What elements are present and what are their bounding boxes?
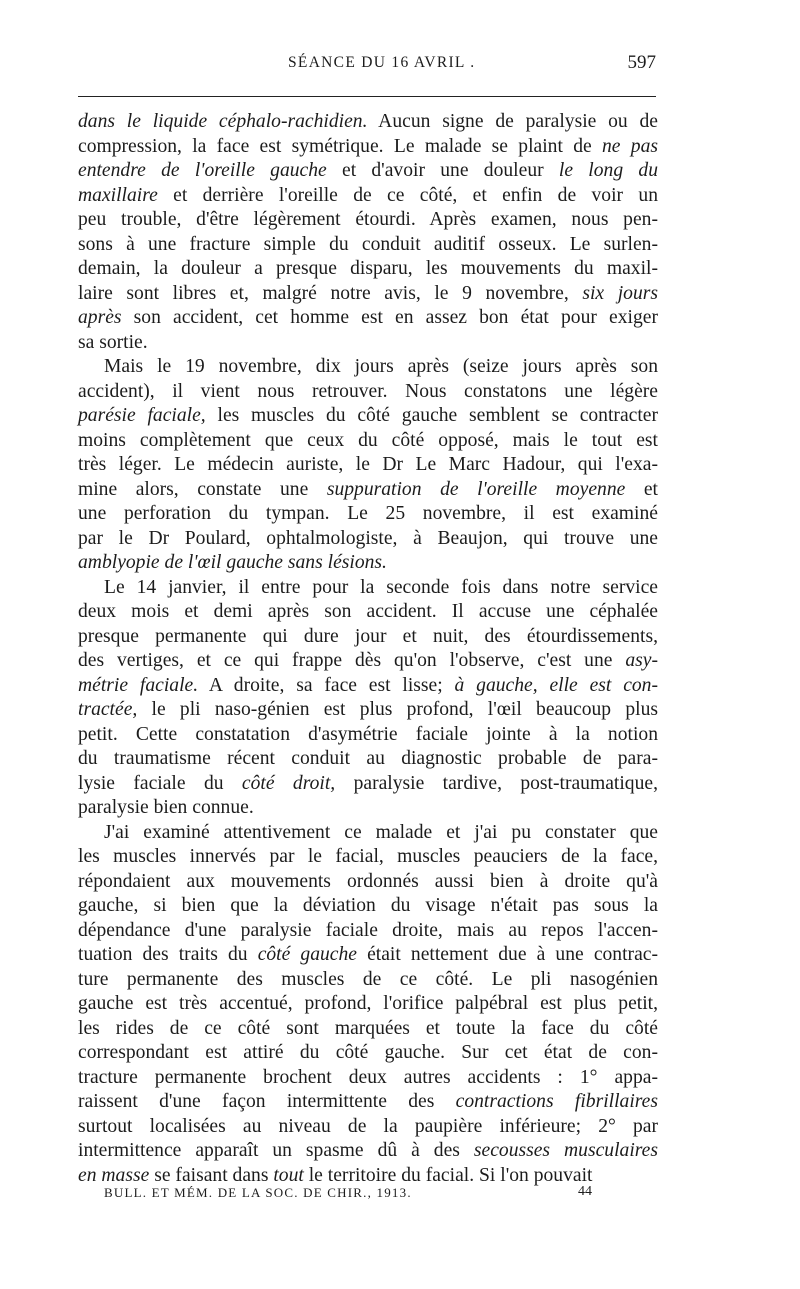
text-run: se faisant dans [149,1164,274,1186]
text-run: les muscles du côté gauche semblent se contracter [205,405,659,426]
text-line [78,698,658,723]
text-line [78,894,658,919]
text-line [78,747,658,772]
italic-run: dans le liquide céphalo-rachidien. [78,111,368,132]
text-run: et derrière l'oreille de ce côté, et enfin de voir un [157,184,658,206]
text-line [78,919,658,944]
paragraph [78,110,658,355]
italic-run: maxillaire [78,184,158,206]
italic-run: le long du [558,160,658,181]
text-run: par le Dr Poulard, ophtalmologiste, à Beaujon, qui trouve une [78,527,658,549]
italic-run: suppuration de l'oreille moyenne [326,478,626,500]
text-run: tuation des traits du [78,944,258,965]
text-line [78,184,658,209]
text-run: et d'avoir une douleur [326,160,559,181]
text-run: les rides de ce côté sont marquées et toute la face du côté [78,1017,658,1039]
italic-run: six jours [582,282,658,304]
text-line [78,1115,658,1140]
text-line [78,429,658,454]
text-run: peu trouble, d'être légèrement étourdi. Après examen, nous pen- [78,209,658,230]
text-line [78,159,658,184]
text-run: deux mois et demi après son accident. Il accuse une céphalée [78,601,658,622]
text-line [78,1017,658,1042]
text-line [78,208,658,233]
footer-signature: 44 [578,1184,592,1199]
text-line [78,821,658,846]
text-run: répondaient aux mouvements ordonnés aussi bien à droite qu'à [78,870,658,892]
italic-run: après [78,307,122,328]
text-run: les muscles innervés par le facial, muscles peauciers de la face, [78,846,658,867]
italic-run: entendre de l'oreille gauche [78,160,327,181]
text-line [78,331,658,356]
page-footer [104,1185,664,1207]
paragraph [78,576,658,821]
italic-run: en masse [78,1164,150,1186]
text-run: J'ai examiné attentivement ce malade et j'ai pu constater que [104,821,658,843]
text-line [78,1090,658,1115]
text-run: Aucun signe de paralysie ou de [367,111,658,132]
italic-run: ne pas [601,135,658,157]
italic-run: asy- [625,650,658,671]
text-run: paralysie tardive, post-traumatique, [335,772,658,794]
text-line [78,355,658,380]
text-run: ture permanente des muscles de ce côté. Le pli nasogénien [78,968,658,990]
paragraph [78,821,658,1189]
text-line [78,453,658,478]
text-run: lysie faciale du [78,772,242,794]
text-run: son accident, cet homme est en assez bon état pour exiger [121,307,658,328]
text-line [78,600,658,625]
text-line [78,992,658,1017]
text-line [78,870,658,895]
running-title: SÉANCE DU 16 AVRIL . [288,54,476,71]
italic-run: parésie faciale, [78,405,206,426]
text-line [78,1066,658,1091]
text-run: paralysie bien connue. [78,797,254,818]
text-line [78,110,658,135]
text-run: presque permanente qui dure jour et nuit, des étourdissements, [78,625,658,647]
text-run: Mais le 19 novembre, dix jours après (seize jours après son [104,356,658,377]
italic-run: tout [273,1164,304,1186]
text-run: et [625,478,659,500]
text-run: surtout localisées au niveau de la paupière inférieure; 2° par [78,1115,658,1137]
text-run: laire sont libres et, malgré notre avis, le 9 novembre, [78,282,583,304]
italic-run: secousses musculaires [473,1140,658,1161]
text-line [78,551,658,576]
text-run: sons à une fracture simple du conduit auditif osseux. Le surlen- [78,233,658,255]
text-line [78,135,658,160]
text-line [78,306,658,331]
text-line [78,478,658,503]
text-line [78,649,658,674]
text-run: très léger. Le médecin auriste, le Dr Le Marc Hadour, qui l'exa- [78,454,658,475]
text-line [78,943,658,968]
text-run: mine alors, constate une [78,478,327,500]
text-line [78,772,658,797]
page-header [78,54,656,80]
italic-run: côté gauche [257,944,357,965]
text-line [78,968,658,993]
header-rule [78,96,656,97]
italic-run: contractions fibrillaires [455,1091,658,1112]
text-line [78,796,658,821]
text-line [78,845,658,870]
text-run: une perforation du tympan. Le 25 novembre, il est examiné [78,503,658,524]
italic-run: amblyopie de l'œil gauche sans lésions. [78,552,387,573]
text-run: gauche est très accentué, profond, l'orifice palpébral est plus petit, [78,993,658,1014]
text-line [78,723,658,748]
text-run: demain, la douleur a presque disparu, les mouvements du maxil- [78,258,658,279]
italic-run: métrie faciale. [78,674,199,696]
text-line [78,257,658,282]
text-line [78,527,658,552]
text-line [78,233,658,258]
text-line [78,674,658,699]
text-run: du traumatisme récent conduit au diagnostic probable de para- [78,748,658,769]
text-run: accident), il vient nous retrouver. Nous constatons une légère [78,380,658,402]
italic-run: à gauche, elle est con- [454,674,659,696]
text-run: Le 14 janvier, il entre pour la seconde fois dans notre service [104,576,658,598]
text-line [78,1139,658,1164]
text-run: le territoire du facial. Si l'on pouvait [303,1164,593,1186]
page-number: 597 [627,52,656,73]
italic-run: tractée, [78,699,138,720]
italic-run: côté droit, [241,772,336,794]
text-line [78,1041,658,1066]
text-run: raissent d'une façon intermittente des [78,1091,456,1112]
text-run: tracture permanente brochent deux autres accidents : 1° appa- [78,1066,658,1088]
paragraph [78,355,658,576]
text-line [78,625,658,650]
text-run: dépendance d'une paralysie faciale droite, mais au repos l'accen- [78,919,658,941]
text-line [78,576,658,601]
text-run: le pli naso-génien est plus profond, l'œil beaucoup plus [137,699,658,720]
footer-journal: BULL. ET MÉM. DE LA SOC. DE CHIR., 1913. [104,1185,412,1200]
text-run: moins complètement que ceux du côté opposé, mais le tout est [78,429,658,451]
text-run: A droite, sa face est lisse; [198,674,455,696]
text-run: sa sortie. [78,331,148,353]
text-line [78,502,658,527]
text-line [78,380,658,405]
body-text [78,110,658,1188]
text-run: intermittence apparaît un spasme dû à des [78,1140,474,1161]
text-run: petit. Cette constatation d'asymétrie faciale jointe à la notion [78,723,658,745]
text-line [78,404,658,429]
text-run: gauche, si bien que la déviation du visage n'était pas sous la [78,895,658,916]
text-run: des vertiges, et ce qui frappe dès qu'on l'observe, c'est une [78,650,626,671]
text-run: compression, la face est symétrique. Le malade se plaint de [78,135,602,157]
text-line [78,282,658,307]
text-run: correspondant est attiré du côté gauche. Sur cet état de con- [78,1042,658,1063]
text-run: était nettement due à une contrac- [357,944,658,965]
